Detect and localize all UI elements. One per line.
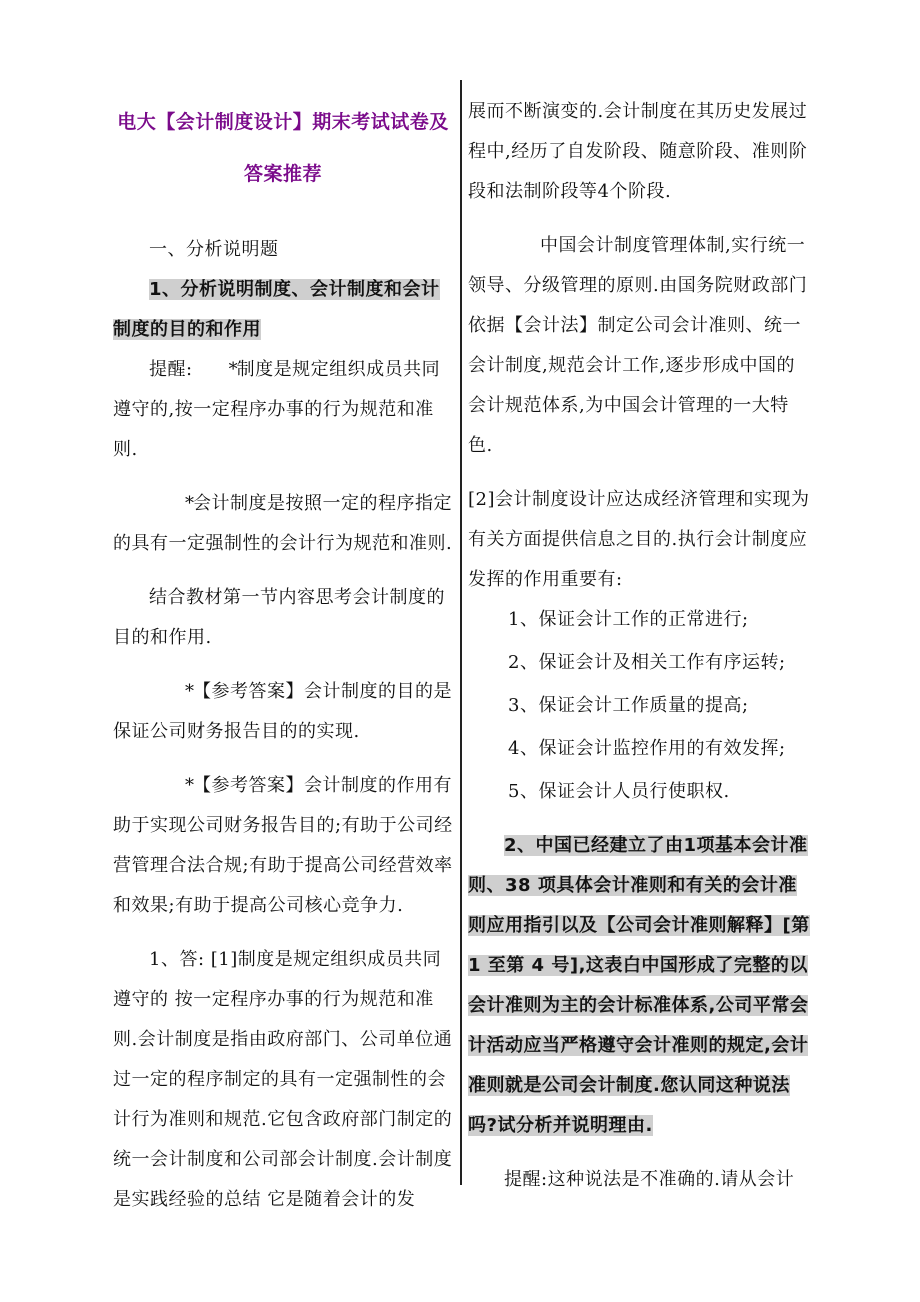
hint-question-2: 提醒:这种说法是不准确的.请从会计 [504,1169,795,1190]
hint-1 [113,350,453,470]
answer-1: 1、答: [1]制度是规定组织成员共同遵守的 按一定程序办事的行为规范和准则.会计制度是指由政府部门、公司单位通过一定的程序制定的具有一定强制性的会计行为准则和规范.它包含政府部门制定的统一会计制度和公司部会计制度.会计制度是实践经验的总结 它是随着会计的发 [113,949,453,1210]
question-1 [113,270,453,350]
reference-answer-2-text: 【参考答案】会计制度的作用有助于实现公司财务报告目的;有助于公司经营管理合法合规;有助于提高公司经营效率和效果;有助于提高公司核心竞争力. [113,775,453,916]
hint-1-text: 制度是规定组织成员共同遵守的,按一定程序办事的行为规范和准则. [113,359,441,460]
left-column [113,92,453,1220]
hint-3: 结合教材第一节内容思考会计制度的目的和作用. [113,587,445,648]
hint-2 [113,484,453,564]
list-item: 1、保证会计工作的正常进行; [508,609,749,630]
star-marker: * [185,681,195,702]
column-divider [460,80,462,1185]
list-item: 5、保证会计人员行使职权. [508,781,730,802]
question-2-text: 2、中国已经建立了由1项基本会计准则、38 项具体会计准则和有关的会计准则应用指引以及【公司会计准则解释】[第 1 至第 4 号],这表白中国形成了完整的以会计准则为主的会计标准体系,公司平常会计活动应当严格遵守会计准则的规定,会计准则就是公司会计制度.您认同这种说法吗?试分析并说明理由. [468,835,810,1136]
star-marker: * [185,493,195,514]
question-1-text: 1、分析说明制度、会计制度和会计制度的目的和作用 [113,279,440,340]
question-2 [468,826,813,1146]
section-heading: 一、分析说明题 [149,239,279,260]
star-marker: * [228,359,239,380]
document-title: 电大【会计制度设计】期末考试试卷及答案推荐 [117,111,449,185]
hint-label: 提醒: [149,359,193,380]
list-item: 4、保证会计监控作用的有效发挥; [508,738,786,759]
right-column [468,92,813,1200]
management-system-paragraph: 中国会计制度管理体制,实行统一领导、分级管理的原则.由国务院财政部门依据【会计法】制定公司会计准则、统一会计制度,规范会计工作,逐步形成中国的会计规范体系,为中国会计管理的一大特色. [468,235,808,456]
answer-point-2: [2]会计制度设计应达成经济管理和实现为有关方面提供信息之目的.执行会计制度应发挥的作用重要有: [468,489,810,590]
answer-continuation: 展而不断演变的.会计制度在其历史发展过程中,经历了自发阶段、随意阶段、准则阶段和法制阶段等4个阶段. [468,101,808,202]
star-marker: * [185,775,195,796]
reference-answer-1 [113,672,453,752]
list-item: 3、保证会计工作质量的提高; [508,695,749,716]
list-item: 2、保证会计及相关工作有序运转; [508,652,786,673]
hint-2-text: 会计制度是按照一定的程序指定的具有一定强制性的会计行为规范和准则. [113,493,453,554]
reference-answer-2 [113,766,453,926]
reference-answer-1-text: 【参考答案】会计制度的目的是保证公司财务报告目的的实现. [113,681,452,742]
